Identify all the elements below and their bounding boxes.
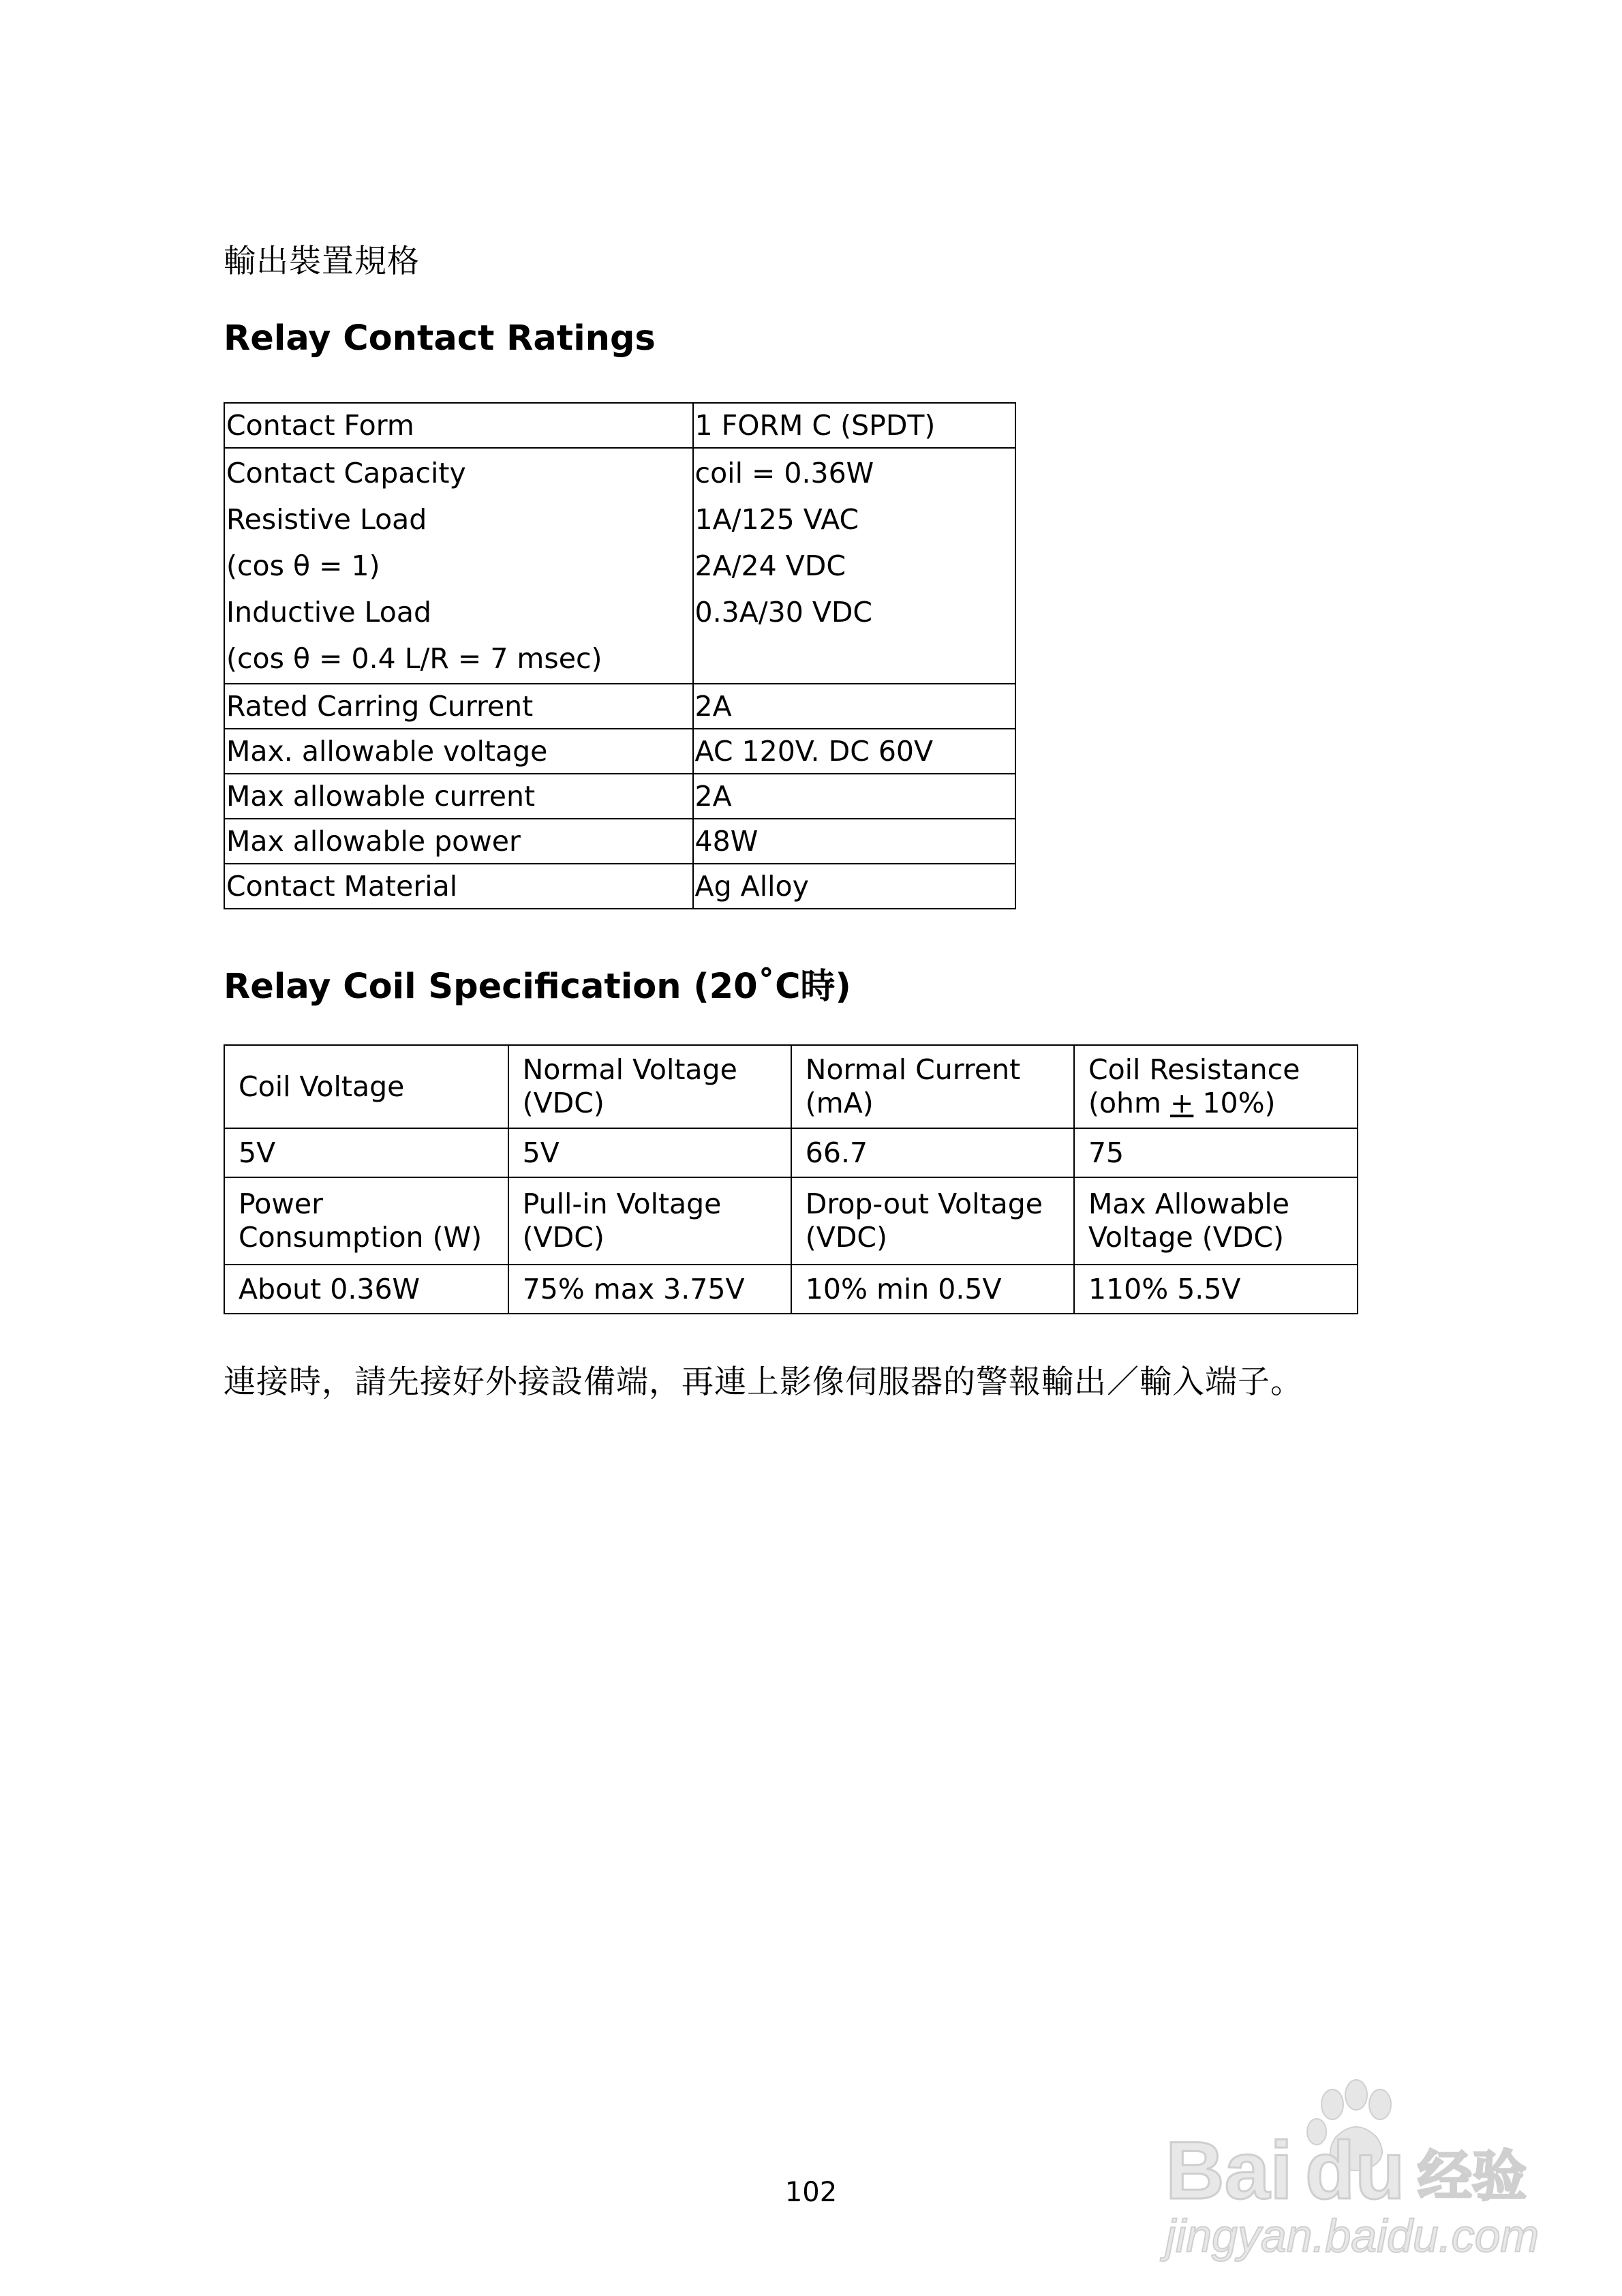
baidu-jingyan-watermark-logo bbox=[1159, 2069, 1540, 2267]
table-cell: 5V bbox=[508, 1128, 791, 1177]
table-cell: Coil Voltage bbox=[224, 1045, 508, 1128]
table-cell: Power Consumption (W) bbox=[224, 1177, 508, 1265]
table-row bbox=[224, 684, 1015, 729]
table-header-row bbox=[224, 1045, 1358, 1128]
table-cell: 48W bbox=[693, 819, 1015, 864]
section-heading-coil-spec: Relay Coil Specification (20˚C時) bbox=[224, 967, 851, 1007]
table-cell: Normal Voltage (VDC) bbox=[508, 1045, 791, 1128]
table-cell: Ag Alloy bbox=[693, 864, 1015, 909]
svg-text:jingyan.baidu.com: jingyan.baidu.com bbox=[1165, 2210, 1540, 2262]
table-row bbox=[224, 774, 1015, 819]
svg-text:du: du bbox=[1305, 2125, 1405, 2216]
table-cell: Pull-in Voltage (VDC) bbox=[508, 1177, 791, 1265]
table-cell: Rated Carring Current bbox=[224, 684, 693, 729]
coil-spec-table bbox=[224, 1044, 1358, 1314]
table-cell: Contact Form bbox=[224, 403, 693, 448]
table-cell: Contact Material bbox=[224, 864, 693, 909]
table-header-row bbox=[224, 1177, 1358, 1265]
table-cell: Max allowable power bbox=[224, 819, 693, 864]
table-cell: 75 bbox=[1074, 1128, 1358, 1177]
table-cell: Max Allowable Voltage (VDC) bbox=[1074, 1177, 1358, 1265]
table-cell: Max. allowable voltage bbox=[224, 729, 693, 774]
table-cell: 75% max 3.75V bbox=[508, 1265, 791, 1314]
connection-note-cn: 連接時，請先接好外接設備端，再連上影像伺服器的警報輸出／輸入端子。 bbox=[224, 1363, 1303, 1401]
table-cell: Contact Capacity Resistive Load (cos θ = 1) Inductive Load (cos θ = 0.4 L/R = 7 msec) bbox=[224, 448, 693, 684]
table-row bbox=[224, 864, 1015, 909]
table-row bbox=[224, 1128, 1358, 1177]
table-cell: 2A bbox=[693, 684, 1015, 729]
table-cell: 110% 5.5V bbox=[1074, 1265, 1358, 1314]
table-cell: 2A bbox=[693, 774, 1015, 819]
table-row bbox=[224, 819, 1015, 864]
table-cell: 5V bbox=[224, 1128, 508, 1177]
table-row bbox=[224, 729, 1015, 774]
table-cell: Coil Resistance (ohm + 10%) bbox=[1074, 1045, 1358, 1128]
svg-text:Bai: Bai bbox=[1165, 2125, 1293, 2216]
table-cell: coil = 0.36W 1A/125 VAC 2A/24 VDC 0.3A/30 VDC bbox=[693, 448, 1015, 684]
table-row bbox=[224, 1265, 1358, 1314]
table-cell: AC 120V. DC 60V bbox=[693, 729, 1015, 774]
table-cell: 66.7 bbox=[791, 1128, 1074, 1177]
table-cell: 1 FORM C (SPDT) bbox=[693, 403, 1015, 448]
table-row bbox=[224, 403, 1015, 448]
contact-ratings-table bbox=[224, 402, 1016, 909]
table-cell: Max allowable current bbox=[224, 774, 693, 819]
page-number: 102 bbox=[784, 2177, 838, 2208]
section-heading-contact-ratings: Relay Contact Ratings bbox=[224, 318, 656, 359]
svg-text:经验: 经验 bbox=[1418, 2145, 1527, 2208]
table-row bbox=[224, 448, 1015, 684]
table-cell: About 0.36W bbox=[224, 1265, 508, 1314]
table-cell: 10% min 0.5V bbox=[791, 1265, 1074, 1314]
page-title-cn: 輸出裝置規格 bbox=[224, 243, 420, 280]
table-cell: Normal Current (mA) bbox=[791, 1045, 1074, 1128]
table-cell: Drop-out Voltage (VDC) bbox=[791, 1177, 1074, 1265]
